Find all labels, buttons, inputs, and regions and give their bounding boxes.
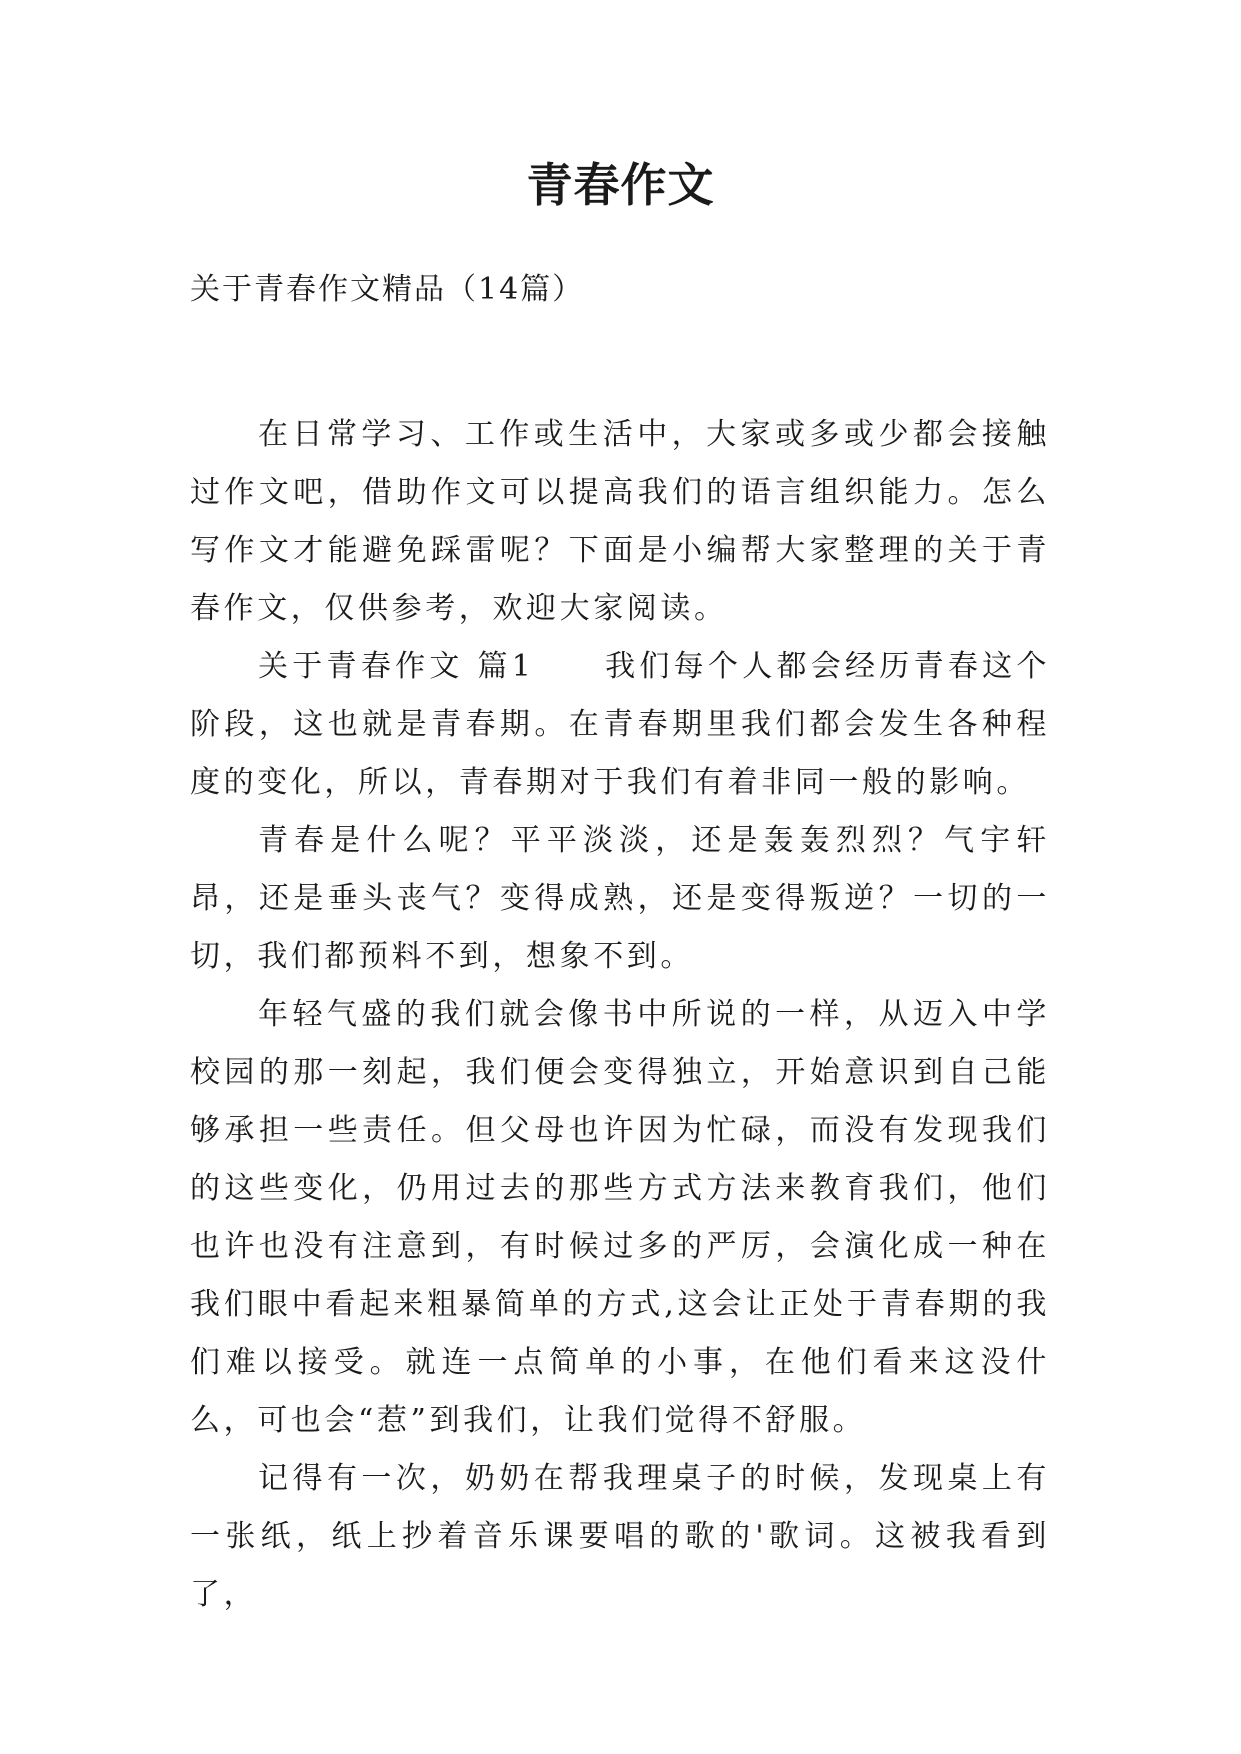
document-subtitle: 关于青春作文精品（14篇） bbox=[190, 272, 585, 307]
intro-paragraph: 在日常学习、工作或生活中，大家或多或少都会接触过作文吧，借助作文可以提高我们的语言组织能力。怎么写作文才能避免踩雷呢？下面是小编帮大家整理的关于青春作文，仅供参考，欢迎大家阅读。 bbox=[190, 417, 1050, 626]
paragraph: 记得有一次，奶奶在帮我理桌子的时候，发现桌上有一张纸，纸上抄着音乐课要唱的歌的'歌词。这被我看到了， bbox=[190, 1461, 1050, 1612]
document-title: 青春作文 bbox=[526, 158, 715, 212]
section-1-first-paragraph bbox=[190, 638, 1050, 812]
section-first-line: 我们每个人都会经历青春这个 bbox=[604, 649, 1050, 684]
section-heading: 关于青春作文 篇1 bbox=[258, 649, 535, 684]
paragraph: 青春是什么呢？平平淡淡，还是轰轰烈烈？气宇轩昂，还是垂头丧气？变得成熟，还是变得叛逆？一切的一切，我们都预料不到，想象不到。 bbox=[190, 823, 1050, 974]
section-first-paragraph-rest: 阶段，这也就是青春期。在青春期里我们都会发生各种程度的变化，所以，青春期对于我们有着非同一般的影响。 bbox=[190, 707, 1050, 800]
document-body bbox=[190, 406, 1050, 1624]
paragraph: 年轻气盛的我们就会像书中所说的一样，从迈入中学校园的那一刻起，我们便会变得独立，开始意识到自己能够承担一些责任。但父母也许因为忙碌，而没有发现我们的这些变化，仍用过去的那些方式方法来教育我们，他们也许也没有注意到，有时候过多的严厉，会演化成一种在我们眼中看起来粗暴简单的方式,这会让正处于青春期的我们难以接受。就连一点简单的小事，在他们看来这没什么，可也会“惹”到我们，让我们觉得不舒服。 bbox=[190, 997, 1050, 1438]
